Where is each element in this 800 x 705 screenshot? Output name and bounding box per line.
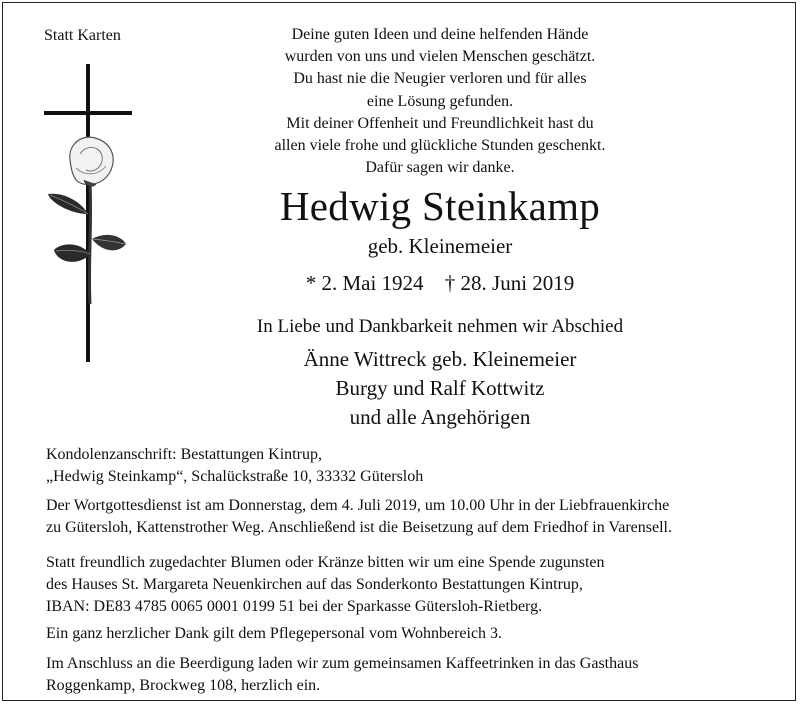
- thanks-info: [46, 623, 786, 645]
- mourner: Burgy und Ralf Kottwitz: [335, 376, 545, 400]
- poem-line: Deine guten Ideen und deine helfenden Hände: [291, 26, 589, 43]
- condolence-address: [46, 444, 786, 488]
- birth-date: * 2. Mai 1924: [305, 271, 424, 295]
- invitation-info: [46, 653, 786, 697]
- condolence-line: „Hedwig Steinkamp“, Schalückstraße 10, 33332 Gütersloh: [46, 468, 424, 485]
- farewell-line: In Liebe und Dankbarkeit nehmen wir Abschied: [256, 316, 624, 337]
- mourner: und alle Angehörigen: [349, 405, 531, 429]
- poem-line: Mit deiner Offenheit und Freundlichkeit hast du: [286, 114, 594, 132]
- service-line: zu Gütersloh, Kattenstrother Weg. Anschließend ist die Beisetzung auf dem Friedhof in Varensell.: [46, 519, 672, 536]
- invitation-line: Im Anschluss an die Beerdigung laden wir zum gemeinsamen Kaffeetrinken in das Gasthaus: [46, 655, 639, 672]
- invitation-line: Roggenkamp, Brockweg 108, herzlich ein.: [46, 677, 321, 694]
- poem-line: wurden von uns und vielen Menschen geschätzt.: [284, 48, 596, 66]
- condolence-line: Kondolenzanschrift: Bestattungen Kintrup,: [46, 446, 322, 463]
- maiden-name: geb. Kleinemeier: [367, 234, 513, 258]
- service-line: Der Wortgottesdienst ist am Donnerstag, dem 4. Juli 2019, um 10.00 Uhr in der Liebfrauenkirche: [46, 497, 670, 514]
- cross-rose-icon: [40, 64, 140, 364]
- statt-karten-label: Statt Karten: [44, 27, 121, 44]
- deceased-name: Hedwig Steinkamp: [279, 183, 601, 229]
- service-info: [46, 495, 786, 539]
- death-date: † 28. Juni 2019: [444, 271, 575, 295]
- donation-info: [46, 552, 786, 618]
- thanks-line: Ein ganz herzlicher Dank gilt dem Pflegepersonal vom Wohnbereich 3.: [46, 625, 503, 642]
- life-dates: [200, 268, 680, 298]
- mourners-list: [180, 345, 700, 432]
- donation-line: Statt freundlich zugedachter Blumen oder Kränze bitten wir um eine Spende zugunsten: [46, 554, 605, 571]
- poem: [200, 24, 680, 179]
- donation-line: des Hauses St. Margareta Neuenkirchen auf das Sonderkonto Bestattungen Kintrup,: [46, 576, 583, 593]
- poem-line: Dafür sagen wir danke.: [365, 159, 515, 177]
- poem-line: allen viele frohe und glückliche Stunden geschenkt.: [274, 137, 606, 155]
- mourner: Änne Wittreck geb. Kleinemeier: [303, 347, 577, 371]
- poem-line: eine Lösung gefunden.: [366, 92, 514, 110]
- poem-line: Du hast nie die Neugier verloren und für alles: [293, 70, 587, 88]
- donation-line: IBAN: DE83 4785 0065 0001 0199 51 bei der Sparkasse Gütersloh-Rietberg.: [46, 598, 543, 615]
